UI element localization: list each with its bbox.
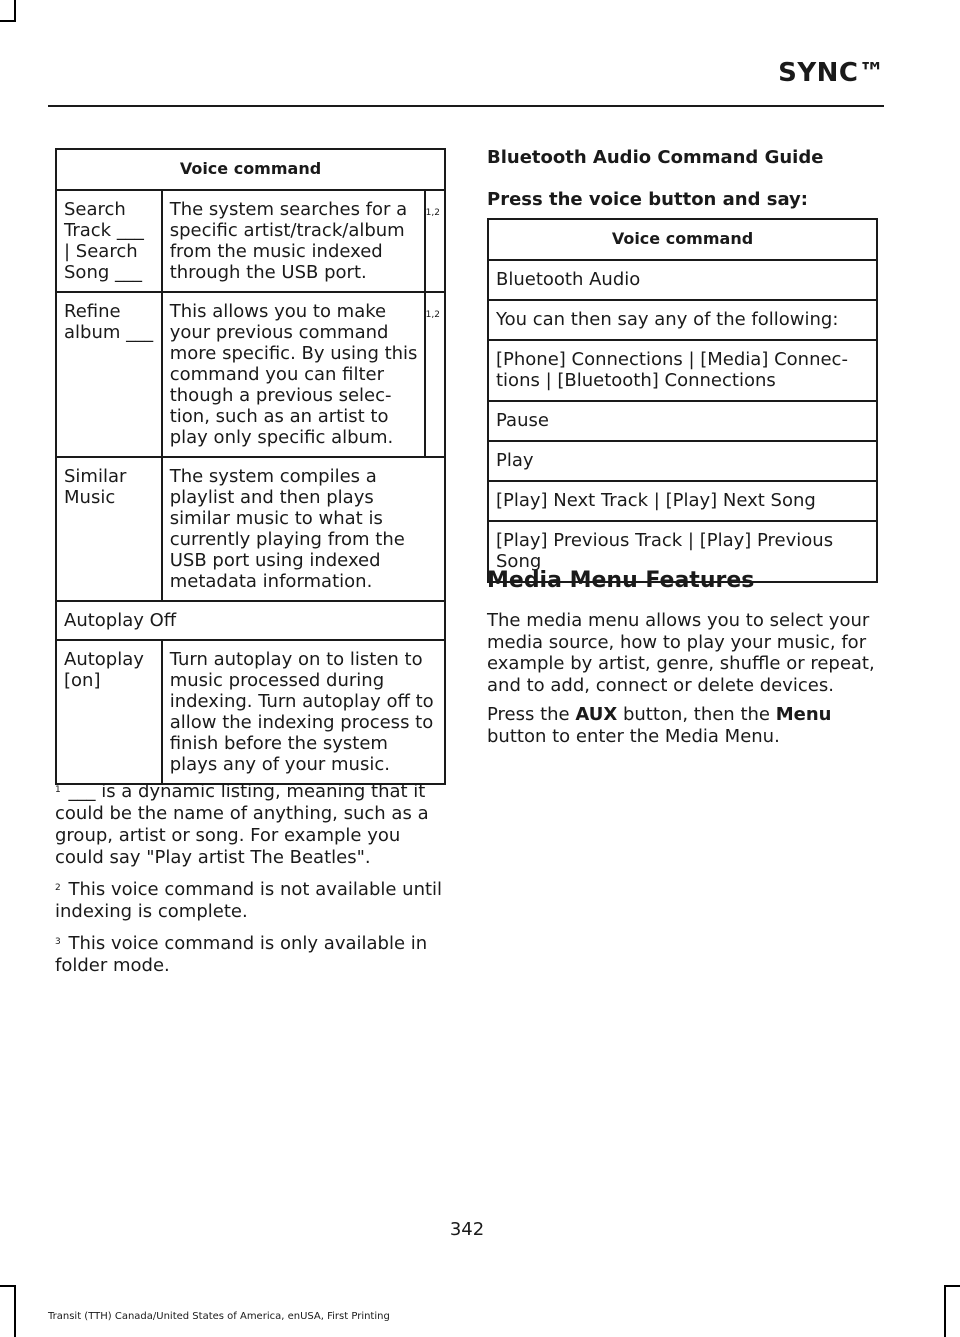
table-row <box>488 340 877 401</box>
crop-mark-bottom-left-h <box>0 1285 16 1287</box>
aux-button-label: AUX <box>575 704 618 725</box>
footnote-ref: 1,2 <box>425 190 445 292</box>
table-row <box>488 300 877 340</box>
crop-mark-bottom-right <box>944 1285 946 1337</box>
table-row <box>56 640 445 784</box>
crop-mark-top-left <box>14 0 16 20</box>
description-cell: This allows you to make your previous command more specific. By using this command you can filter though a previous selec- tion, such as an artist to play only specific album. <box>162 292 425 457</box>
footnote-3 <box>55 933 448 977</box>
footnote-ref: 1,2 <box>425 292 445 457</box>
description-cell: The system searches for a specific artist/track/album from the music indexed through the USB port. <box>162 190 425 292</box>
text-run: button, then the <box>617 704 776 725</box>
section-heading-bluetooth: Bluetooth Audio Command Guide <box>487 147 824 168</box>
command-cell: [Phone] Connections | [Media] Connec- tions | [Bluetooth] Connections <box>488 340 877 401</box>
command-cell: [Play] Previous Track | [Play] Previous Song <box>488 521 877 582</box>
table-row <box>488 441 877 481</box>
command-cell: Pause <box>488 401 877 441</box>
footnote-mark: 1 <box>55 785 61 795</box>
command-cell: Refine album ___ <box>56 292 162 457</box>
command-cell: [Play] Next Track | [Play] Next Song <box>488 481 877 521</box>
table-row <box>488 260 877 300</box>
description-cell: Turn autoplay on to listen to music processed during indexing. Turn autoplay off to allow the indexing process to finish before the system plays any of your music. <box>162 640 445 784</box>
table-row <box>56 457 445 601</box>
footer-print-info: Transit (TTH) Canada/United States of America, enUSA, First Printing <box>48 1311 390 1322</box>
voice-command-table <box>55 148 446 785</box>
text-run: button to enter the Media Menu. <box>487 725 780 747</box>
command-cell: Play <box>488 441 877 481</box>
footnote-2 <box>55 879 448 923</box>
description-cell: The system compiles a playlist and then plays similar music to what is currently playing from the USB port using indexed metadata information. <box>162 457 445 601</box>
footnotes <box>55 781 448 987</box>
table-row <box>56 601 445 640</box>
table-row <box>488 401 877 441</box>
command-cell: Autoplay [on] <box>56 640 162 784</box>
command-cell: Similar Music <box>56 457 162 601</box>
command-cell: You can then say any of the following: <box>488 300 877 340</box>
media-paragraph: The media menu allows you to select your media source, how to play your music, for example by artist, genre, shuffle or repeat, and to add, connect or delete devices. <box>487 610 875 696</box>
footnote-mark: 2 <box>55 883 61 893</box>
crop-mark-bottom-left <box>14 1285 16 1337</box>
header-divider <box>48 105 884 107</box>
crop-mark-bottom-right-h <box>944 1285 960 1287</box>
bluetooth-voice-command-table <box>487 218 878 583</box>
table-row <box>56 292 445 457</box>
footnote-mark: 3 <box>55 937 61 947</box>
menu-button-label: Menu <box>775 704 832 725</box>
full-row-cell: Autoplay Off <box>56 601 445 640</box>
footnote-1 <box>55 781 448 869</box>
table-row <box>56 190 445 292</box>
command-cell: Bluetooth Audio <box>488 260 877 300</box>
table-header: Voice command <box>56 149 445 190</box>
table-row <box>488 481 877 521</box>
table-header: Voice command <box>488 219 877 260</box>
footnote-text: This voice command is only available in folder mode. <box>55 933 428 976</box>
section-heading-media: Media Menu Features <box>487 568 755 593</box>
footnote-text: This voice command is not available until indexing is complete. <box>55 879 443 922</box>
command-cell: Search Track ___ | Search Song ___ <box>56 190 162 292</box>
page-title: SYNC™ <box>778 58 885 88</box>
page-number: 342 <box>449 1219 485 1240</box>
section-subheading: Press the voice button and say: <box>487 189 808 210</box>
text-run: Press the <box>487 704 576 725</box>
crop-mark-top-left-h <box>0 20 16 22</box>
media-instructions <box>487 704 882 747</box>
footnote-text: ___ is a dynamic listing, meaning that it could be the name of anything, such as a group, artist or song. For example you could say "Play artist The Beatles". <box>55 781 429 868</box>
